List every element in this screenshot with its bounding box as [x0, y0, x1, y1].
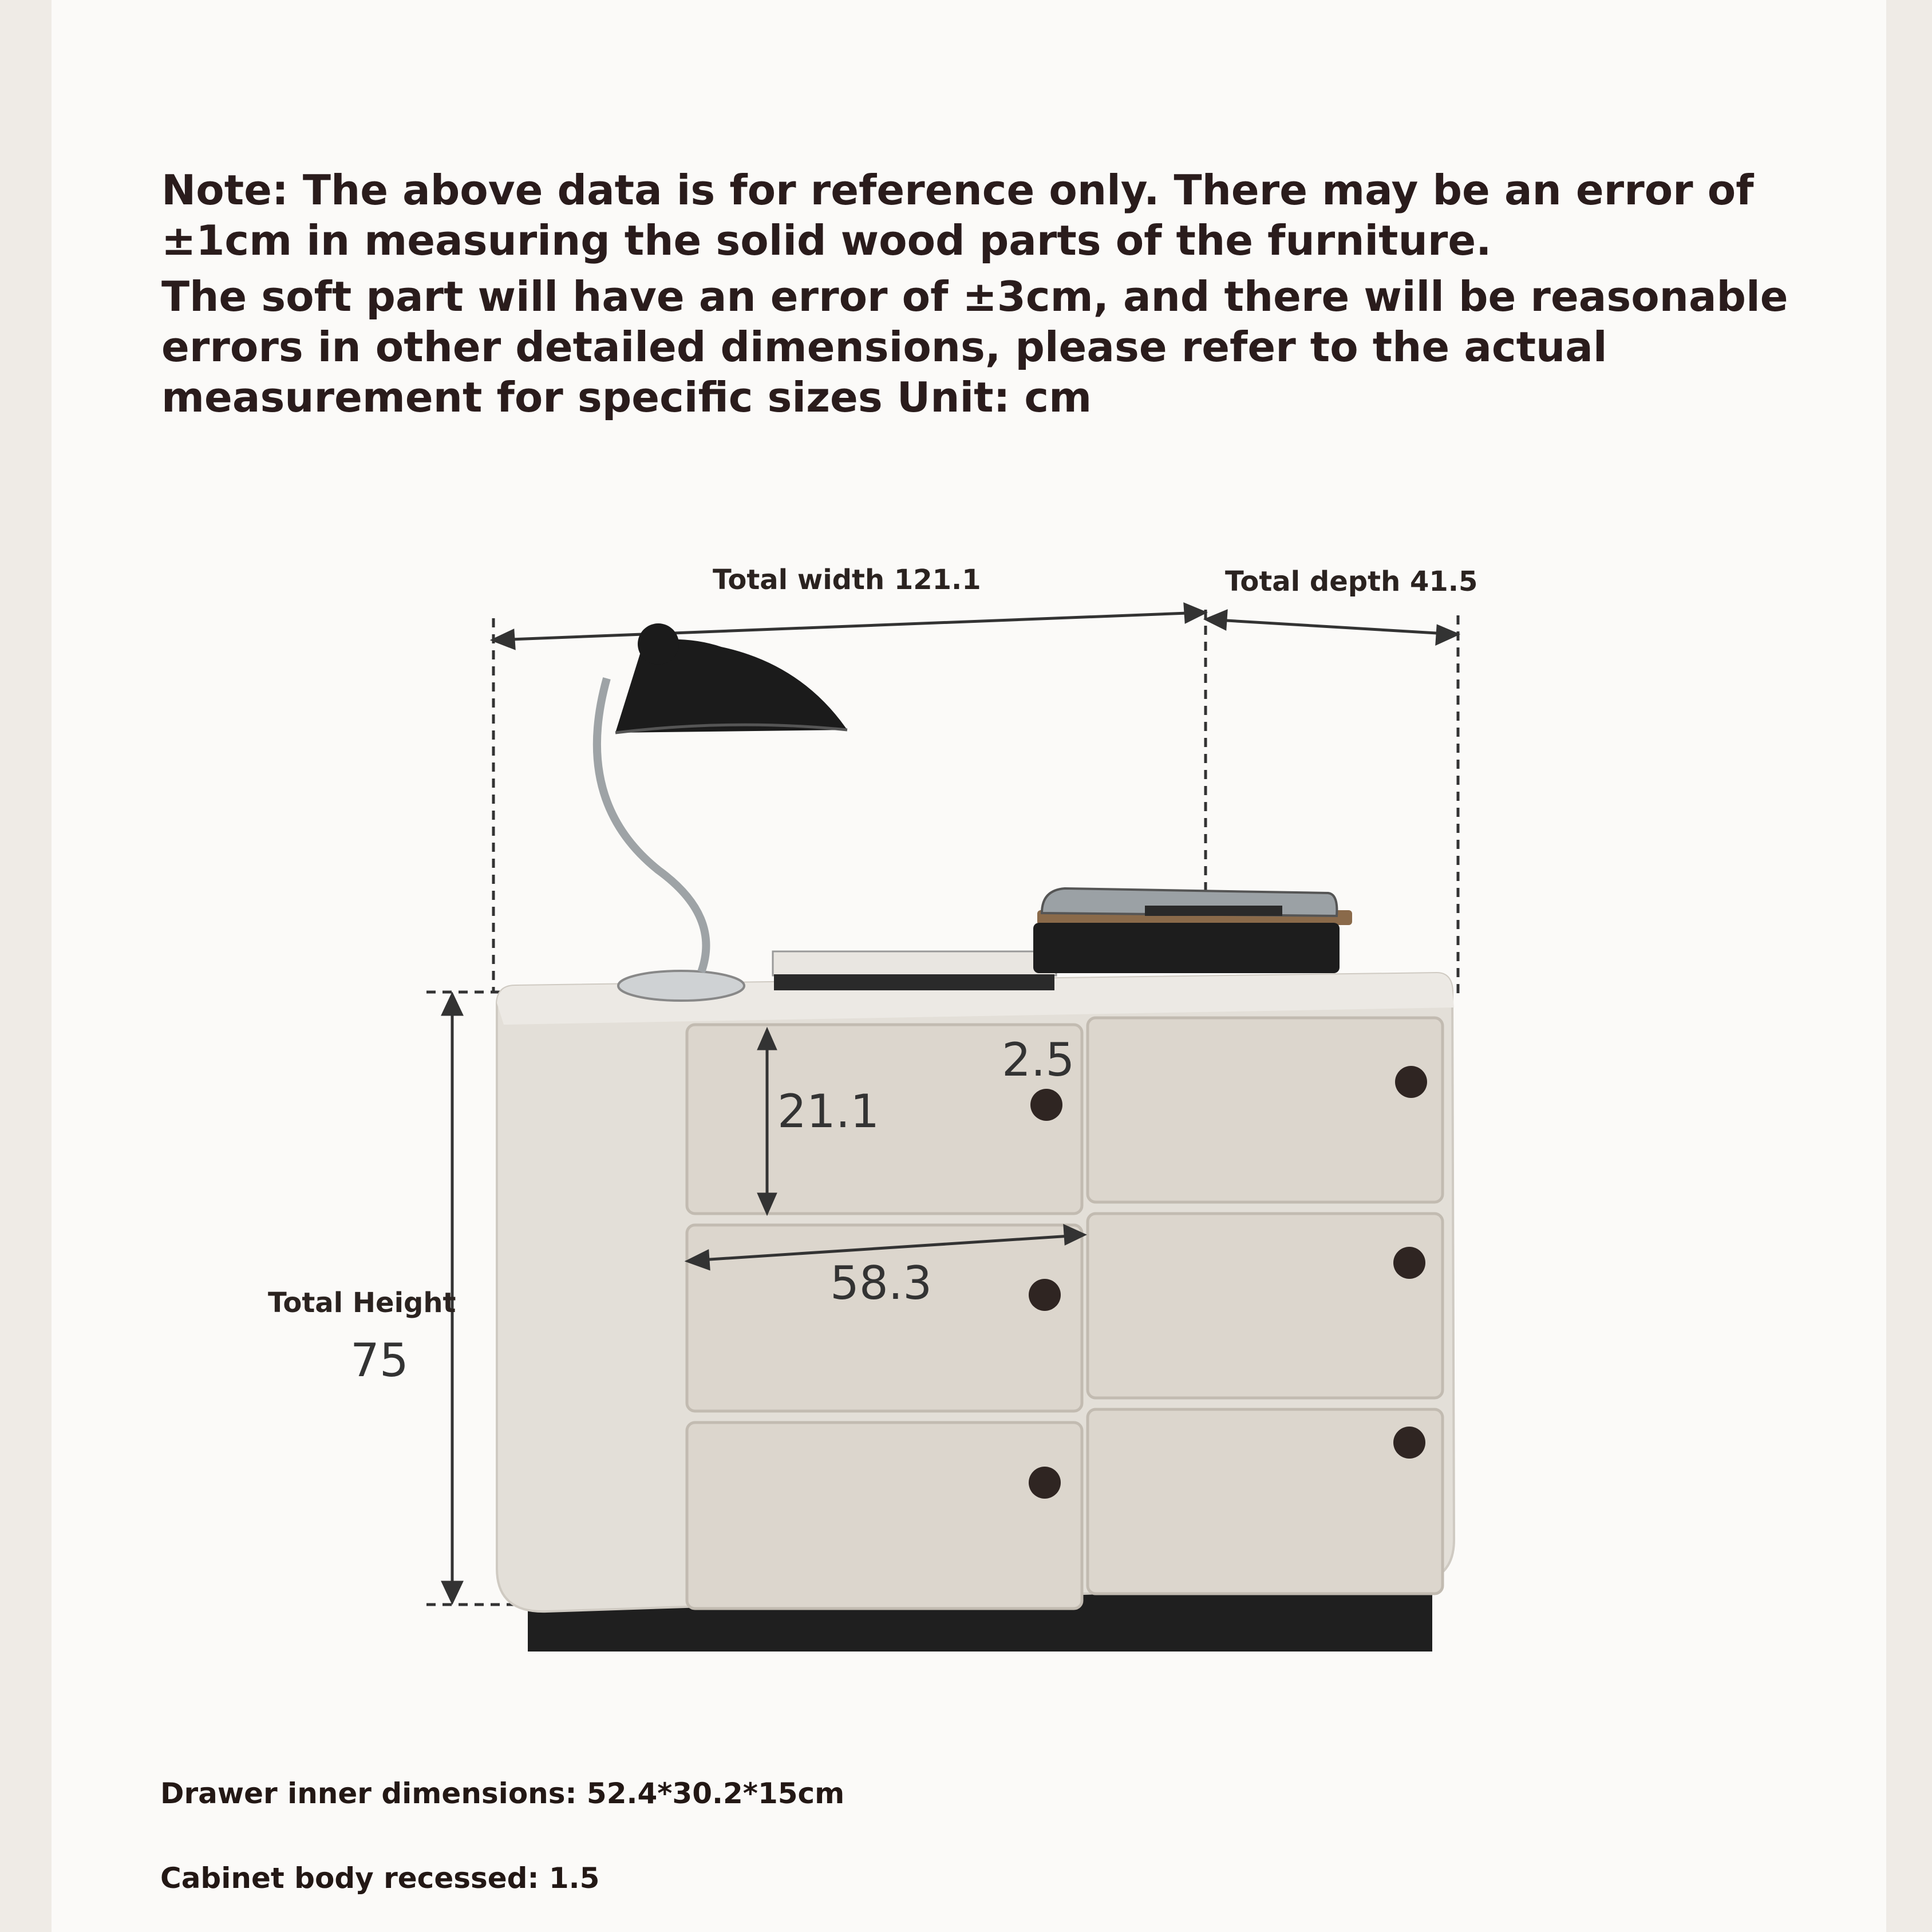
cabinet-recess: Cabinet body recessed: 1.5 [160, 1862, 600, 1895]
drawer-width-value: 58.3 [830, 1257, 933, 1310]
note-line-2: The soft part will have an error of ±3cm, and there will be reasonable errors in other detailed dimensions, please refer to the actual measurement for specific sizes Unit: cm [161, 272, 1788, 421]
gap-value: 2.5 [1002, 1033, 1075, 1086]
drawer-left-3 [687, 1423, 1082, 1609]
depth-dimension-line [1207, 611, 1457, 643]
drawer-right-3 [1088, 1409, 1443, 1594]
record-player [1033, 888, 1352, 973]
lamp [597, 623, 847, 1001]
drawer-inner-dimensions: Drawer inner dimensions: 52.4*30.2*15cm [160, 1777, 845, 1810]
total-height-label: Total Height [268, 1287, 456, 1319]
total-height-value: 75 [350, 1334, 409, 1387]
drawer-left-2 [687, 1225, 1082, 1411]
total-width-label: Total width 121.1 [713, 564, 981, 596]
drawer-right-2 [1088, 1214, 1443, 1398]
drawer-height-value: 21.1 [777, 1085, 880, 1138]
books [773, 951, 1056, 990]
drawer-right-1 [1088, 1018, 1443, 1202]
note-line-1: Note: The above data is for reference only. There may be an error of ±1cm in measuring the solid wood parts of the furniture. [161, 166, 1754, 264]
total-depth-label: Total depth 41.5 [1225, 566, 1478, 598]
